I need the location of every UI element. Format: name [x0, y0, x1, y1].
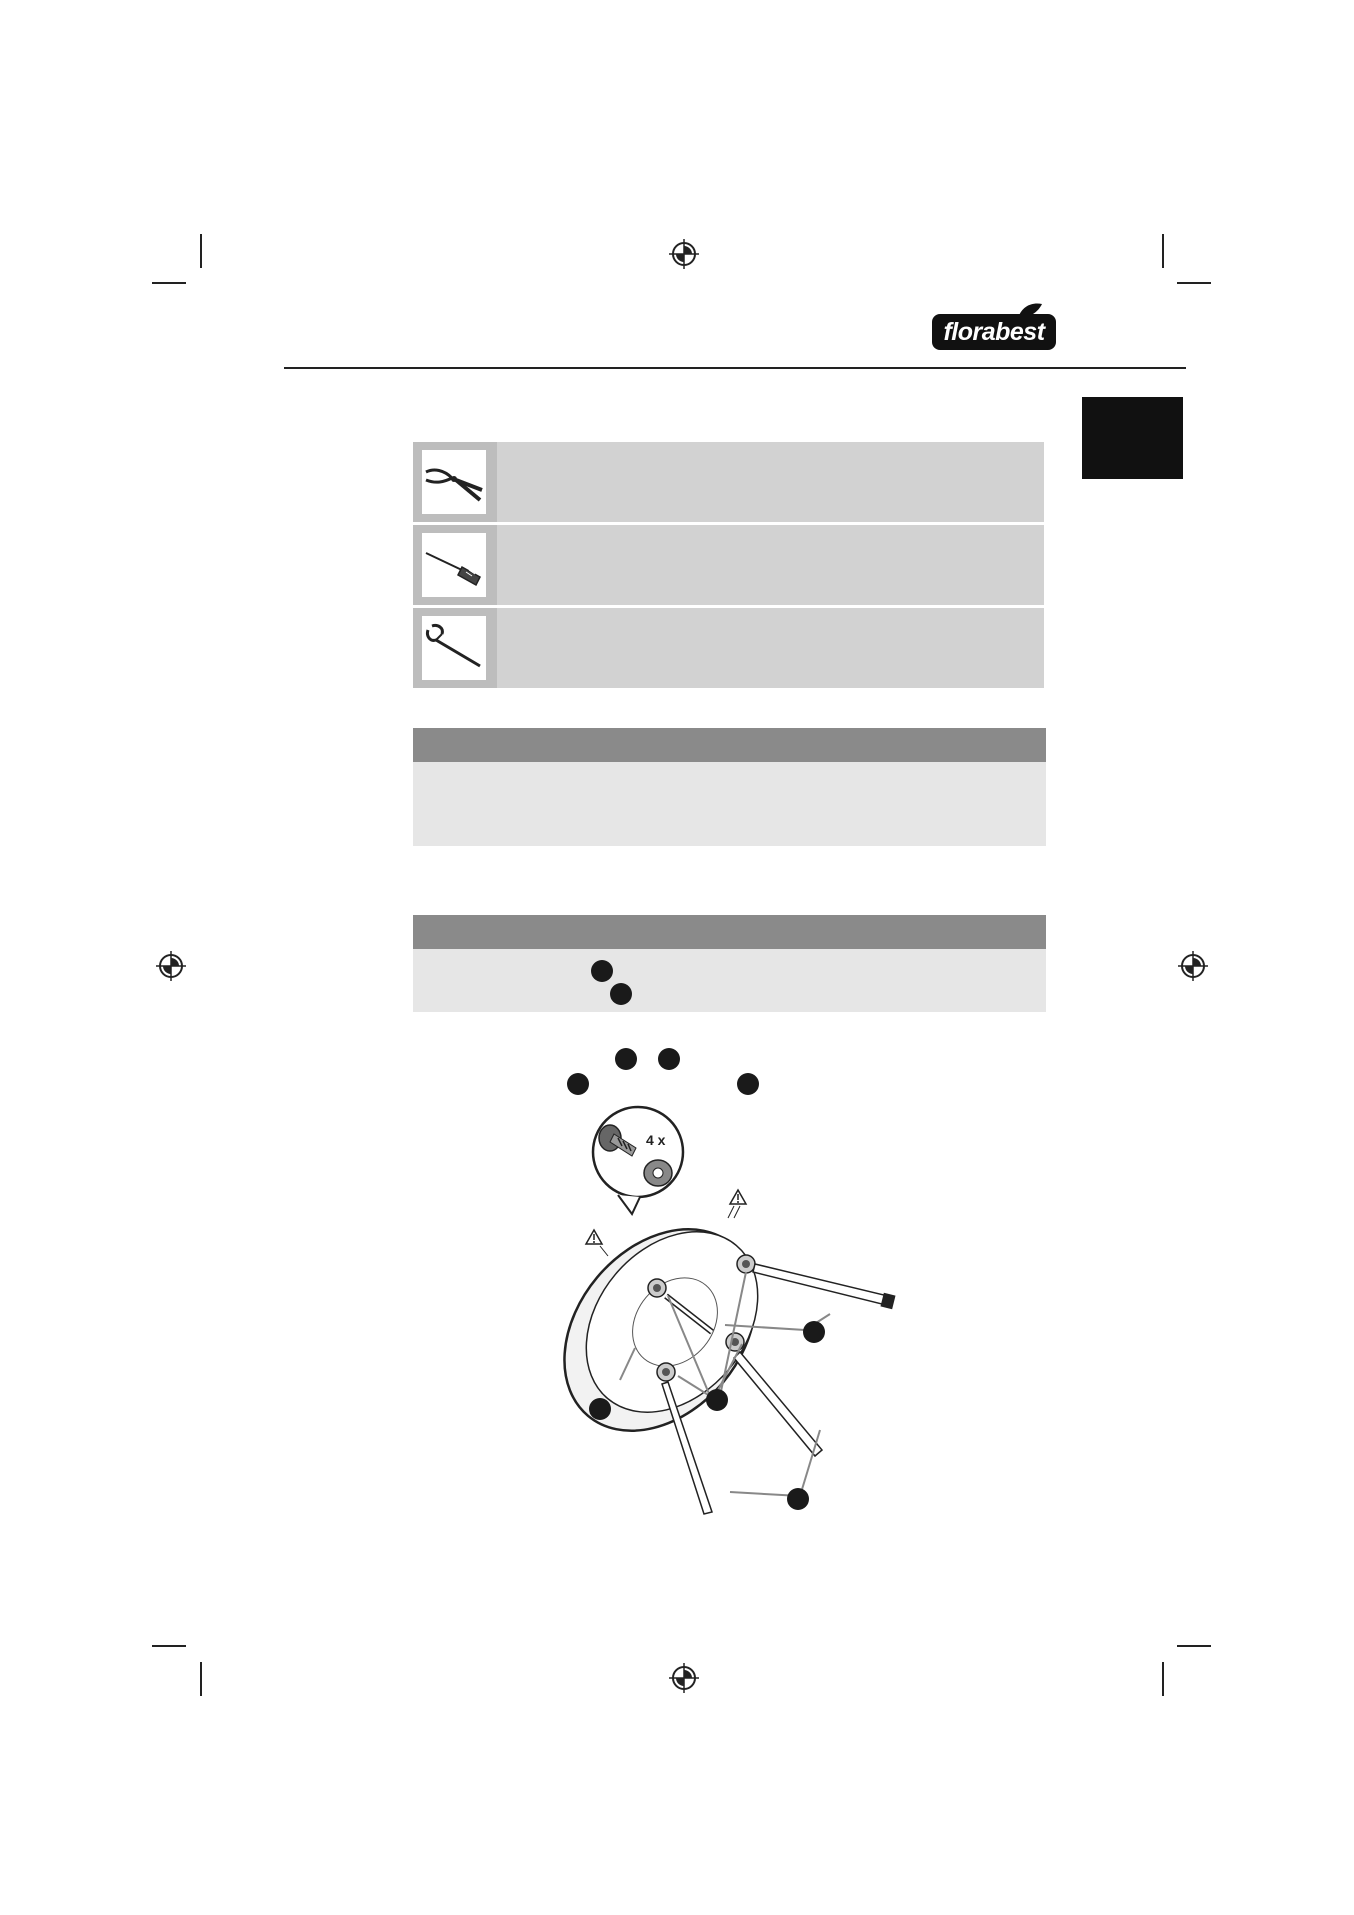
- notice-2-header: [413, 915, 1046, 949]
- registration-target-left: [155, 950, 187, 982]
- detail-magnifier: [593, 1107, 683, 1214]
- screwdriver-icon: [422, 533, 486, 597]
- callout-dot: [591, 960, 613, 982]
- callout-dot: [567, 1073, 589, 1095]
- registration-target-top: [668, 238, 700, 270]
- notice-1-body: [413, 762, 1046, 846]
- brand-logo-text: florabest: [932, 314, 1056, 350]
- wrench-icon: [422, 616, 486, 680]
- notice-1-header: [413, 728, 1046, 762]
- brand-logo: [932, 302, 1056, 354]
- callout-dot: [737, 1073, 759, 1095]
- registration-target-bottom: [668, 1662, 700, 1694]
- tool-row-screwdriver: [413, 525, 1044, 605]
- detail-quantity: 4 x: [646, 1132, 666, 1148]
- registration-target-right: [1177, 950, 1209, 982]
- washer-icon: [644, 1160, 672, 1186]
- header-rule: [284, 367, 1186, 369]
- notice-2-body: [413, 949, 1046, 1012]
- assembly-illustration: [560, 1100, 940, 1540]
- callout-dot: [706, 1389, 728, 1411]
- callout-dot: [658, 1048, 680, 1070]
- warning-icon: [586, 1230, 608, 1256]
- warning-icon: [728, 1190, 746, 1218]
- tool-row-pliers: [413, 442, 1044, 522]
- language-tab: [1082, 397, 1183, 479]
- callout-dot: [610, 983, 632, 1005]
- pliers-icon: [422, 450, 486, 514]
- callout-dot: [615, 1048, 637, 1070]
- callout-dot: [589, 1398, 611, 1420]
- callout-dot: [787, 1488, 809, 1510]
- callout-dot: [803, 1321, 825, 1343]
- tool-row-wrench: [413, 608, 1044, 688]
